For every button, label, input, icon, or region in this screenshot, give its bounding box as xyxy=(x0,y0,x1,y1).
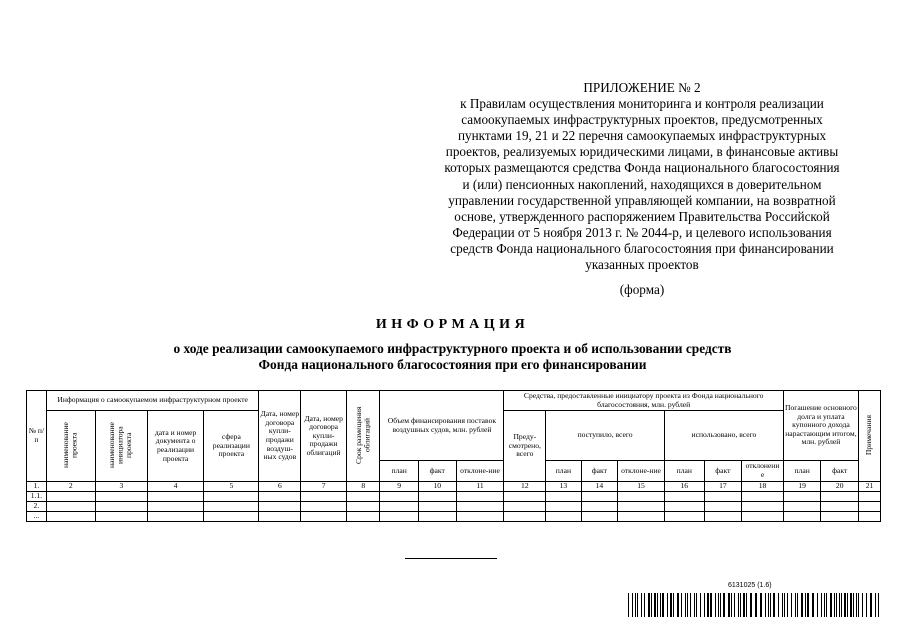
barcode-bar xyxy=(875,593,876,617)
barcode-bar xyxy=(768,593,769,617)
barcode-bar xyxy=(670,593,672,617)
column-number: 9 xyxy=(380,482,419,492)
barcode-bar xyxy=(657,593,658,617)
barcode-bar xyxy=(773,593,775,617)
barcode-bar xyxy=(791,593,792,617)
barcode-bar xyxy=(824,593,825,617)
header-project-info: Информация о самоокупаемом инфраструктурном проекте xyxy=(46,391,259,411)
appendix-line: средств Фонда национального благосостояния при финансировании xyxy=(450,240,834,256)
header-aircraft-contract: Дата, номер договора купли-продажи воздуш-ных судов xyxy=(259,391,301,482)
column-number: 2 xyxy=(46,482,95,492)
table-row xyxy=(27,502,881,512)
header-repayment: Погашение основного долга и уплата купонного дохода нарастающим итогом, млн. рублей xyxy=(783,391,858,461)
barcode-bar xyxy=(830,593,832,617)
appendix-line: проектов, реализуемых юридическими лицами, в финансовые активы xyxy=(445,144,839,160)
row-label: 1.1. xyxy=(27,492,47,502)
barcode-bar xyxy=(690,593,691,617)
barcode-bar xyxy=(797,593,798,617)
table-row xyxy=(27,492,881,502)
barcode-bar xyxy=(807,593,809,617)
barcode-bar xyxy=(718,593,719,617)
barcode-bar xyxy=(687,593,688,617)
header-bonds-contract: Дата, номер договора купли-продажи облигаций xyxy=(301,391,347,482)
barcode-bar xyxy=(841,593,842,617)
table-row xyxy=(27,512,881,522)
barcode-bar xyxy=(821,593,822,617)
barcode-bar xyxy=(723,593,725,617)
barcode-bar xyxy=(673,593,674,617)
barcode-bar xyxy=(787,593,788,617)
appendix-line: и (или) пенсионных накоплений, находящихся в доверительном xyxy=(462,176,822,192)
barcode-bar xyxy=(704,593,705,617)
barcode-image xyxy=(628,593,882,617)
barcode-bar xyxy=(660,593,661,617)
barcode-bar xyxy=(812,593,814,617)
barcode-bar xyxy=(746,593,747,617)
barcode-bar xyxy=(866,593,867,617)
column-number: 3 xyxy=(95,482,147,492)
column-number: 21 xyxy=(858,482,880,492)
header-bond-term-label: Срок размещения облигаций xyxy=(353,406,372,464)
column-number: 20 xyxy=(821,482,859,492)
column-number: 11 xyxy=(456,482,504,492)
barcode-bar xyxy=(628,593,629,617)
barcode-bar xyxy=(667,593,668,617)
form-label: (форма) xyxy=(619,282,665,298)
row-label: 2. xyxy=(27,502,47,512)
barcode-bar xyxy=(677,593,679,617)
header-initiator-name-label: наименование инициатора проекта xyxy=(107,421,134,468)
barcode-bar xyxy=(750,593,752,617)
header-document: дата и номер документа о реализации проекта xyxy=(147,411,203,482)
barcode-bar xyxy=(770,593,771,617)
header-received: поступило, всего xyxy=(546,411,665,461)
header-plan: план xyxy=(380,461,419,482)
barcode-bar xyxy=(685,593,686,617)
barcode-bar xyxy=(862,593,863,617)
header-used: использовано, всего xyxy=(665,411,784,461)
header-notes-label: Примечания xyxy=(864,414,874,455)
header-initiator-name xyxy=(95,411,147,482)
barcode-bar xyxy=(743,593,745,617)
barcode-bar xyxy=(710,593,712,617)
column-number: 5 xyxy=(204,482,259,492)
header-volume: Объем финансирования поставок воздушных судов, млн. рублей xyxy=(380,391,504,461)
barcode-bar xyxy=(817,593,818,617)
barcode-bar xyxy=(844,593,846,617)
barcode-bar xyxy=(839,593,840,617)
column-number: 10 xyxy=(418,482,456,492)
header-funds: Средства, предоставленные инициатору проекта из Фонда национального благосостояния, млн. рублей xyxy=(504,391,783,411)
appendix-line: которых размещаются средства Фонда национального благосостояния xyxy=(444,160,840,176)
barcode-bar xyxy=(637,593,638,617)
column-number: 8 xyxy=(347,482,380,492)
barcode-bar xyxy=(836,593,837,617)
barcode-bar xyxy=(734,593,735,617)
column-number: 19 xyxy=(783,482,821,492)
document-title: ИНФОРМАЦИЯ xyxy=(375,317,530,332)
column-number: 12 xyxy=(504,482,546,492)
barcode-number: 6131025 (1.6) xyxy=(728,582,772,589)
barcode-bar xyxy=(648,593,650,617)
barcode-bar xyxy=(826,593,827,617)
barcode-bar xyxy=(707,593,709,617)
document-subtitle-line2: Фонда национального благосостояния при его финансировании xyxy=(258,357,647,372)
row-label: ... xyxy=(27,512,47,522)
column-number: 18 xyxy=(742,482,784,492)
barcode-bar xyxy=(740,593,741,617)
header-fact: факт xyxy=(418,461,456,482)
barcode-bar xyxy=(853,593,854,617)
barcode-bar xyxy=(644,593,645,617)
barcode-bar xyxy=(795,593,796,617)
barcode-bar xyxy=(694,593,695,617)
column-number-row xyxy=(27,482,881,492)
barcode-bar xyxy=(641,593,642,617)
barcode-bar xyxy=(738,593,739,617)
header-sphere: сфера реализации проекта xyxy=(204,411,259,482)
column-number: 4 xyxy=(147,482,203,492)
header-plan: план xyxy=(546,461,581,482)
header-fact: факт xyxy=(704,461,742,482)
header-deviation: отклонени е xyxy=(742,461,784,482)
barcode-bar xyxy=(801,593,803,617)
barcode-bar xyxy=(834,593,835,617)
column-number: 7 xyxy=(301,482,347,492)
column-number: 13 xyxy=(546,482,581,492)
barcode-bar xyxy=(651,593,652,617)
barcode-bar xyxy=(681,593,682,617)
column-number: 15 xyxy=(618,482,665,492)
barcode-bar xyxy=(662,593,664,617)
appendix-line: указанных проектов xyxy=(585,257,699,273)
appendix-line: самоокупаемых инфраструктурных проектов, предусмотренных xyxy=(461,112,823,128)
barcode-bar xyxy=(632,593,633,617)
barcode-bar xyxy=(635,593,636,617)
barcode-bar xyxy=(870,593,872,617)
header-project-name xyxy=(46,411,95,482)
appendix-line: основе, утвержденного распоряжением Правительства Российской xyxy=(454,208,830,224)
appendix-line: к Правилам осуществления мониторинга и контроля реализации xyxy=(460,96,824,112)
header-fact: факт xyxy=(821,461,859,482)
header-deviation: отклоне-ние xyxy=(456,461,504,482)
barcode-bar xyxy=(760,593,762,617)
appendix-line: управлении государственной управляющей компании, на возвратной xyxy=(448,192,836,208)
barcode-bar xyxy=(755,593,757,617)
column-number: 17 xyxy=(704,482,742,492)
header-bond-term xyxy=(347,391,380,482)
appendix-line: Федерации от 5 ноября 2013 г. № 2044-р, и целевого использования xyxy=(452,224,832,240)
header-plan: план xyxy=(665,461,705,482)
header-notes xyxy=(858,391,880,482)
barcode-bar xyxy=(720,593,721,617)
header-provided: Преду-смотрено, всего xyxy=(504,411,546,482)
barcode-bar xyxy=(847,593,848,617)
header-plan: план xyxy=(783,461,821,482)
header-project-name-label: наименование проекта xyxy=(61,421,79,468)
barcode-bar xyxy=(765,593,766,617)
header-fact: факт xyxy=(581,461,617,482)
barcode-bar xyxy=(850,593,852,617)
document-subtitle-line1: о ходе реализации самоокупаемого инфраструктурного проекта и об использовании средств xyxy=(173,341,732,356)
barcode-bar xyxy=(784,593,785,617)
barcode-bar xyxy=(731,593,732,617)
barcode-bar xyxy=(805,593,806,617)
barcode-bar xyxy=(700,593,701,617)
barcode-bar xyxy=(778,593,779,617)
barcode-bar xyxy=(696,593,697,617)
barcode-bar xyxy=(856,593,857,617)
column-number: 14 xyxy=(581,482,617,492)
barcode-bar xyxy=(715,593,716,617)
column-number: 1. xyxy=(27,482,47,492)
report-table xyxy=(26,390,881,522)
signature-line xyxy=(405,558,497,559)
column-number: 16 xyxy=(665,482,705,492)
header-deviation: отклоне-ние xyxy=(618,461,665,482)
column-number: 6 xyxy=(259,482,301,492)
barcode-bar xyxy=(782,593,783,617)
barcode-bar xyxy=(728,593,730,617)
appendix-title: ПРИЛОЖЕНИЕ № 2 xyxy=(583,80,701,95)
appendix-line: пунктами 19, 21 и 22 перечня самоокупаемых инфраструктурных xyxy=(457,128,827,144)
barcode-bar xyxy=(878,593,879,617)
barcode-bar xyxy=(654,593,656,617)
appendix-block xyxy=(418,80,866,298)
barcode-bar xyxy=(858,593,859,617)
header-number: № п/п xyxy=(27,391,47,482)
